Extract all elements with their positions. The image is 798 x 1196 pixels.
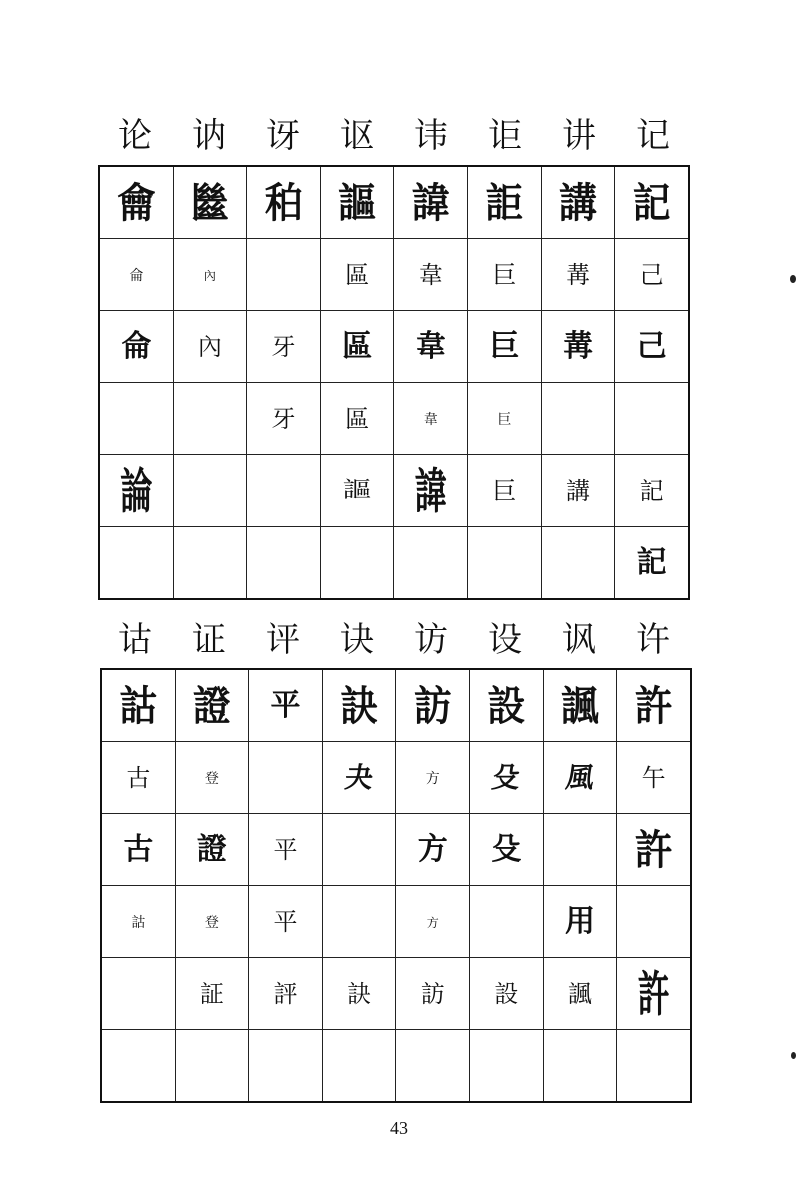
grid-row: [101, 742, 691, 814]
seal-script-glyph: 訣: [340, 680, 379, 730]
grid-cell: [99, 239, 173, 311]
seal-script-grid-top: [98, 165, 690, 600]
seal-script-glyph: 方: [417, 831, 448, 867]
grid-cell: [320, 166, 394, 239]
seal-script-glyph: 訪: [420, 979, 445, 1008]
grid-cell: [175, 1030, 249, 1103]
grid-cell: [470, 1030, 544, 1103]
grid-cell: [396, 669, 470, 742]
grid-cell: [470, 669, 544, 742]
column-heading-char: 讴: [340, 116, 374, 156]
grid-cell: [394, 311, 468, 383]
grid-cell: [617, 814, 691, 886]
grid-cell: [249, 958, 323, 1030]
seal-script-glyph: 評: [273, 979, 298, 1008]
grid-cell: [249, 1030, 323, 1103]
grid-cell: [322, 814, 396, 886]
seal-script-glyph: 設: [494, 979, 519, 1008]
grid-cell: [541, 311, 615, 383]
seal-script-glyph: 設: [487, 680, 526, 730]
seal-script-glyph: 侖: [121, 328, 152, 364]
grid-row: [99, 527, 689, 600]
seal-script-glyph: 侖: [129, 268, 144, 284]
grid-cell: [320, 383, 394, 455]
grid-cell: [541, 239, 615, 311]
seal-script-glyph: 登: [204, 915, 219, 931]
seal-script-glyph: 證: [192, 680, 231, 730]
column-heading-char: 讳: [414, 116, 448, 156]
grid-cell: [396, 814, 470, 886]
seal-script-glyph: 己: [636, 328, 667, 364]
grid-cell: [247, 527, 321, 600]
seal-script-glyph: 記: [636, 544, 667, 580]
page-number: 43: [390, 1118, 408, 1138]
seal-script-glyph: 區: [342, 328, 373, 364]
seal-script-glyph: 己: [639, 260, 664, 289]
seal-script-glyph: 冓: [562, 328, 593, 364]
grid-cell: [99, 311, 173, 383]
seal-script-glyph: 風: [563, 760, 597, 794]
grid-cell: [615, 239, 689, 311]
grid-cell: [396, 886, 470, 958]
grid-cell: [101, 958, 175, 1030]
seal-script-glyph: 巨: [497, 412, 512, 428]
grid-cell: [615, 383, 689, 455]
grid-row: [99, 455, 689, 527]
grid-cell: [320, 239, 394, 311]
grid-cell: [468, 239, 542, 311]
grid-cell: [541, 383, 615, 455]
grid-cell: [541, 527, 615, 600]
seal-script-glyph: 平: [270, 687, 301, 723]
grid-cell: [543, 814, 617, 886]
grid-cell: [175, 669, 249, 742]
grid-cell: [615, 311, 689, 383]
seal-script-glyph: 論: [120, 462, 153, 519]
seal-script-glyph: 殳: [491, 831, 522, 867]
seal-script-glyph: 巨: [492, 260, 517, 289]
seal-script-glyph: 證: [196, 831, 227, 867]
grid-cell: [173, 166, 247, 239]
grid-cell: [394, 239, 468, 311]
column-heading-char: 评: [266, 620, 300, 660]
grid-cell: [173, 311, 247, 383]
seal-script-glyph: 方: [425, 771, 440, 787]
grid-cell: [247, 311, 321, 383]
grid-cell: [247, 166, 321, 239]
grid-cell: [543, 669, 617, 742]
grid-cell: [173, 383, 247, 455]
seal-script-glyph: 古: [123, 831, 154, 867]
grid-cell: [173, 239, 247, 311]
grid-cell: [396, 958, 470, 1030]
grid-cell: [175, 742, 249, 814]
grid-cell: [322, 886, 396, 958]
grid-row: [99, 383, 689, 455]
grid-cell: [247, 455, 321, 527]
grid-cell: [543, 958, 617, 1030]
seal-script-glyph: 䄸: [264, 177, 303, 227]
column-heading-char: 讷: [192, 116, 226, 156]
grid-cell: [101, 886, 175, 958]
seal-script-glyph: 証: [199, 979, 224, 1008]
grid-cell: [175, 814, 249, 886]
seal-script-glyph: 龠: [117, 177, 156, 227]
grid-row: [99, 166, 689, 239]
grid-cell: [99, 527, 173, 600]
grid-cell: [396, 1030, 470, 1103]
grid-cell: [617, 958, 691, 1030]
grid-cell: [468, 455, 542, 527]
seal-script-glyph: 古: [126, 763, 151, 792]
scan-speck: [791, 1052, 796, 1059]
grid-cell: [175, 886, 249, 958]
column-heading-char: 论: [118, 116, 152, 156]
grid-cell: [394, 455, 468, 527]
grid-row: [101, 669, 691, 742]
column-heading-char: 讵: [488, 116, 522, 156]
seal-script-glyph: 謳: [338, 177, 377, 227]
column-heading-char: 许: [636, 620, 670, 660]
column-heading-char: 诂: [118, 620, 152, 660]
seal-script-glyph: 韋: [418, 260, 443, 289]
seal-script-glyph: 許: [637, 965, 670, 1022]
grid-cell: [320, 455, 394, 527]
seal-script-glyph: 登: [204, 771, 219, 787]
column-heading-char: 记: [636, 116, 670, 156]
grid-cell: [320, 527, 394, 600]
seal-script-glyph: 訪: [413, 680, 452, 730]
seal-script-glyph: 詎: [485, 177, 524, 227]
grid-cell: [470, 742, 544, 814]
grid-cell: [468, 383, 542, 455]
seal-script-glyph: 詁: [119, 680, 158, 730]
seal-script-glyph: 詁: [131, 915, 146, 931]
seal-script-glyph: 巨: [489, 328, 520, 364]
grid-cell: [99, 383, 173, 455]
grid-row: [101, 1030, 691, 1103]
grid-row: [101, 958, 691, 1030]
grid-cell: [617, 669, 691, 742]
grid-cell: [249, 742, 323, 814]
grid-cell: [468, 527, 542, 600]
grid-cell: [468, 166, 542, 239]
grid-row: [101, 886, 691, 958]
seal-script-glyph: 諱: [414, 462, 447, 519]
seal-script-glyph: 韋: [415, 328, 446, 364]
seal-script-glyph: 許: [634, 824, 673, 874]
grid-cell: [249, 886, 323, 958]
seal-script-glyph: 記: [639, 476, 664, 505]
grid-cell: [175, 958, 249, 1030]
seal-script-glyph: 區: [345, 260, 370, 289]
grid-cell: [394, 383, 468, 455]
seal-script-glyph: 用: [564, 903, 595, 939]
grid-cell: [322, 669, 396, 742]
seal-script-glyph: 夬: [342, 760, 376, 794]
grid-row: [99, 239, 689, 311]
grid-row: [101, 814, 691, 886]
grid-cell: [322, 958, 396, 1030]
seal-script-glyph: 許: [634, 680, 673, 730]
grid-cell: [247, 239, 321, 311]
column-heading-char: 设: [488, 620, 522, 660]
grid-cell: [470, 886, 544, 958]
grid-cell: [617, 886, 691, 958]
grid-cell: [249, 669, 323, 742]
grid-cell: [468, 311, 542, 383]
seal-script-glyph: 記: [632, 177, 671, 227]
grid-cell: [615, 166, 689, 239]
column-heading-char: 证: [192, 620, 226, 660]
grid-cell: [249, 814, 323, 886]
grid-cell: [543, 886, 617, 958]
seal-script-glyph: 平: [273, 835, 298, 864]
seal-script-glyph: 內: [197, 332, 222, 361]
grid-cell: [396, 742, 470, 814]
seal-script-glyph: 講: [558, 177, 597, 227]
grid-cell: [394, 527, 468, 600]
grid-cell: [322, 1030, 396, 1103]
grid-cell: [320, 311, 394, 383]
heading-row-top: [98, 116, 690, 156]
column-heading-char: 访: [414, 620, 448, 660]
seal-script-glyph: 殳: [490, 760, 523, 794]
seal-script-glyph: 講: [565, 476, 590, 505]
grid-cell: [543, 742, 617, 814]
seal-script-glyph: 諷: [560, 680, 599, 730]
grid-cell: [394, 166, 468, 239]
grid-row: [99, 311, 689, 383]
grid-cell: [173, 455, 247, 527]
grid-cell: [617, 1030, 691, 1103]
seal-script-glyph: 內: [203, 269, 216, 283]
grid-cell: [247, 383, 321, 455]
seal-script-glyph: 㡭: [190, 177, 229, 227]
seal-script-glyph: 訣: [347, 979, 372, 1008]
seal-script-grid-bottom: [100, 668, 692, 1103]
seal-script-glyph: 方: [426, 916, 439, 930]
column-heading-char: 讲: [562, 116, 596, 156]
grid-cell: [101, 814, 175, 886]
grid-cell: [543, 1030, 617, 1103]
column-heading-char: 讶: [266, 116, 300, 156]
grid-cell: [322, 742, 396, 814]
column-heading-char: 诀: [340, 620, 374, 660]
grid-cell: [99, 166, 173, 239]
heading-row-bottom: [98, 620, 690, 660]
column-heading-char: 讽: [562, 620, 596, 660]
grid-cell: [101, 1030, 175, 1103]
seal-script-glyph: 巨: [492, 476, 517, 505]
grid-cell: [101, 742, 175, 814]
seal-script-glyph: 平: [273, 907, 298, 936]
grid-cell: [617, 742, 691, 814]
grid-cell: [615, 527, 689, 600]
seal-script-glyph: 謳: [342, 477, 372, 503]
seal-script-glyph: 諷: [567, 979, 592, 1008]
seal-script-glyph: 區: [345, 404, 370, 433]
seal-script-glyph: 牙: [271, 404, 296, 433]
seal-script-glyph: 牙: [271, 332, 296, 361]
seal-script-glyph: 冓: [565, 260, 590, 289]
grid-cell: [99, 455, 173, 527]
grid-cell: [470, 814, 544, 886]
seal-script-glyph: 午: [641, 763, 666, 792]
grid-cell: [173, 527, 247, 600]
seal-script-glyph: 諱: [411, 177, 450, 227]
grid-cell: [470, 958, 544, 1030]
grid-cell: [615, 455, 689, 527]
grid-cell: [541, 455, 615, 527]
seal-script-glyph: 韋: [423, 412, 438, 428]
grid-cell: [101, 669, 175, 742]
scan-speck: [790, 275, 796, 283]
grid-cell: [541, 166, 615, 239]
